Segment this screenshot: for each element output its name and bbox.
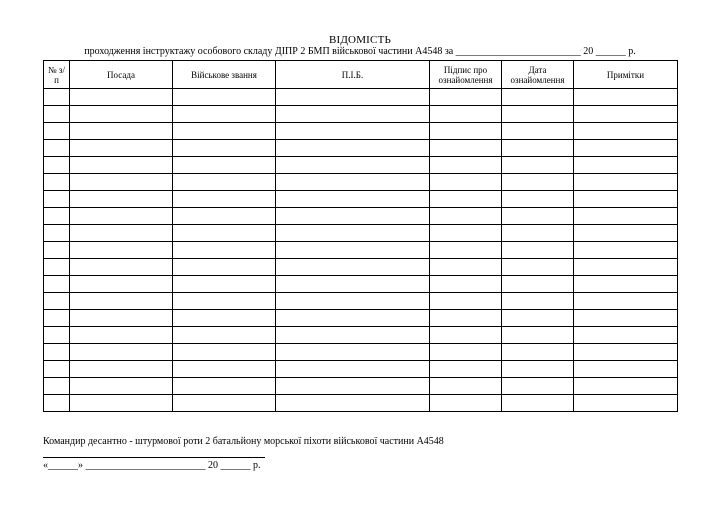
- signature-date-line: «______» ________________________ 20 ______ р.: [43, 460, 261, 471]
- table-row: [44, 310, 678, 327]
- table-cell[interactable]: [70, 327, 173, 344]
- table-cell[interactable]: [502, 157, 574, 174]
- document-subtitle: проходження інструктажу особового складу ДІПР 2 БМП військової частини А4548 за _________________________ 20 ______ р.: [84, 46, 636, 57]
- table-row: [44, 344, 678, 361]
- table-header-row: [44, 61, 678, 89]
- table-cell[interactable]: [502, 242, 574, 259]
- table-row: [44, 174, 678, 191]
- table-cell[interactable]: [574, 208, 678, 225]
- table-cell[interactable]: [276, 89, 430, 106]
- table-cell[interactable]: [173, 276, 276, 293]
- table-row: [44, 123, 678, 140]
- table-cell[interactable]: [276, 276, 430, 293]
- table-cell[interactable]: [502, 208, 574, 225]
- table-cell[interactable]: [430, 106, 502, 123]
- table-cell[interactable]: [44, 276, 70, 293]
- table-cell[interactable]: [502, 106, 574, 123]
- table-cell[interactable]: [430, 293, 502, 310]
- col-header-notes: Примітки: [574, 61, 678, 89]
- table-cell[interactable]: [430, 361, 502, 378]
- table-cell[interactable]: [173, 361, 276, 378]
- signature-line: [43, 457, 265, 458]
- table-cell[interactable]: [574, 327, 678, 344]
- table-cell[interactable]: [70, 310, 173, 327]
- table-cell[interactable]: [276, 293, 430, 310]
- table-cell[interactable]: [502, 344, 574, 361]
- table-cell[interactable]: [173, 89, 276, 106]
- table-cell[interactable]: [173, 242, 276, 259]
- table-cell[interactable]: [430, 123, 502, 140]
- table-cell[interactable]: [70, 293, 173, 310]
- table-cell[interactable]: [44, 242, 70, 259]
- table-cell[interactable]: [430, 259, 502, 276]
- table-cell[interactable]: [430, 378, 502, 395]
- table-cell[interactable]: [276, 174, 430, 191]
- table-cell[interactable]: [430, 225, 502, 242]
- table-cell[interactable]: [430, 276, 502, 293]
- table-cell[interactable]: [173, 140, 276, 157]
- table-row: [44, 140, 678, 157]
- table-cell[interactable]: [276, 140, 430, 157]
- table-cell[interactable]: [44, 344, 70, 361]
- table-cell[interactable]: [276, 191, 430, 208]
- table-cell[interactable]: [502, 327, 574, 344]
- col-header-rank: Військове звання: [173, 61, 276, 89]
- table-cell[interactable]: [276, 310, 430, 327]
- table-cell[interactable]: [173, 259, 276, 276]
- col-header-date: Дата ознайомлення: [502, 61, 574, 89]
- table-cell[interactable]: [276, 361, 430, 378]
- table-cell[interactable]: [430, 208, 502, 225]
- table-cell[interactable]: [574, 293, 678, 310]
- table-cell[interactable]: [70, 259, 173, 276]
- table-cell[interactable]: [70, 378, 173, 395]
- table-cell[interactable]: [70, 89, 173, 106]
- table-cell[interactable]: [44, 225, 70, 242]
- table-cell[interactable]: [44, 123, 70, 140]
- table-cell[interactable]: [430, 344, 502, 361]
- table-row: [44, 191, 678, 208]
- table-row: [44, 225, 678, 242]
- table-cell[interactable]: [574, 310, 678, 327]
- table-row: [44, 89, 678, 106]
- col-header-full-name: П.І.Б.: [276, 61, 430, 89]
- col-header-position: Посада: [70, 61, 173, 89]
- table-cell[interactable]: [70, 191, 173, 208]
- table-cell[interactable]: [430, 327, 502, 344]
- table-cell[interactable]: [502, 89, 574, 106]
- table-cell[interactable]: [70, 344, 173, 361]
- table-row: [44, 208, 678, 225]
- table-row: [44, 259, 678, 276]
- table-cell[interactable]: [574, 225, 678, 242]
- table-cell[interactable]: [502, 276, 574, 293]
- document-title: ВІДОМІСТЬ: [328, 34, 392, 46]
- table-cell[interactable]: [173, 174, 276, 191]
- table-cell[interactable]: [430, 174, 502, 191]
- table-cell[interactable]: [430, 140, 502, 157]
- table-cell[interactable]: [574, 395, 678, 412]
- table-cell[interactable]: [70, 174, 173, 191]
- table-cell[interactable]: [502, 259, 574, 276]
- table-cell[interactable]: [44, 191, 70, 208]
- table-cell[interactable]: [173, 123, 276, 140]
- table-cell[interactable]: [70, 123, 173, 140]
- table-cell[interactable]: [173, 344, 276, 361]
- table-cell[interactable]: [430, 242, 502, 259]
- table-cell[interactable]: [276, 259, 430, 276]
- table-cell[interactable]: [70, 276, 173, 293]
- table-cell[interactable]: [502, 310, 574, 327]
- table-cell[interactable]: [70, 157, 173, 174]
- table-row: [44, 395, 678, 412]
- table-cell[interactable]: [70, 242, 173, 259]
- table-cell[interactable]: [502, 395, 574, 412]
- table-cell[interactable]: [276, 225, 430, 242]
- table-cell[interactable]: [173, 208, 276, 225]
- table-cell[interactable]: [574, 242, 678, 259]
- table-cell[interactable]: [44, 293, 70, 310]
- table-cell[interactable]: [574, 157, 678, 174]
- table-cell[interactable]: [44, 157, 70, 174]
- table-cell[interactable]: [173, 327, 276, 344]
- table-cell[interactable]: [276, 344, 430, 361]
- table-cell[interactable]: [276, 327, 430, 344]
- table-cell[interactable]: [173, 293, 276, 310]
- table-cell[interactable]: [502, 361, 574, 378]
- table-cell[interactable]: [44, 327, 70, 344]
- table-body: [44, 89, 678, 412]
- commander-signature-label: Командир десантно - штурмової роти 2 батальйону морської піхоти військової частини А4548: [43, 436, 444, 447]
- col-header-signature: Підпис про ознайомлення: [430, 61, 502, 89]
- table-cell[interactable]: [44, 259, 70, 276]
- table-cell[interactable]: [173, 395, 276, 412]
- table-cell[interactable]: [574, 89, 678, 106]
- table-cell[interactable]: [574, 106, 678, 123]
- table-cell[interactable]: [70, 140, 173, 157]
- table-cell[interactable]: [173, 191, 276, 208]
- table-cell[interactable]: [430, 395, 502, 412]
- table-row: [44, 361, 678, 378]
- table-cell[interactable]: [276, 106, 430, 123]
- table-row: [44, 276, 678, 293]
- table-cell[interactable]: [44, 395, 70, 412]
- table-cell[interactable]: [502, 225, 574, 242]
- table-cell[interactable]: [430, 310, 502, 327]
- table-cell[interactable]: [70, 361, 173, 378]
- table-cell[interactable]: [70, 106, 173, 123]
- table-cell[interactable]: [430, 157, 502, 174]
- table-cell[interactable]: [502, 174, 574, 191]
- table-cell[interactable]: [276, 123, 430, 140]
- col-header-number: № з/п: [44, 61, 70, 89]
- table-cell[interactable]: [44, 89, 70, 106]
- table-cell[interactable]: [574, 361, 678, 378]
- table-cell[interactable]: [574, 174, 678, 191]
- table-cell[interactable]: [44, 174, 70, 191]
- table-cell[interactable]: [44, 361, 70, 378]
- table-cell[interactable]: [574, 191, 678, 208]
- table-cell[interactable]: [574, 276, 678, 293]
- table-cell[interactable]: [574, 344, 678, 361]
- table-cell[interactable]: [276, 378, 430, 395]
- table-cell[interactable]: [70, 208, 173, 225]
- table-cell[interactable]: [173, 157, 276, 174]
- table-cell[interactable]: [44, 310, 70, 327]
- briefing-table: [43, 60, 678, 412]
- table-cell[interactable]: [70, 395, 173, 412]
- table-cell[interactable]: [44, 140, 70, 157]
- table-cell[interactable]: [70, 225, 173, 242]
- table-cell[interactable]: [44, 378, 70, 395]
- table-cell[interactable]: [44, 208, 70, 225]
- table-row: [44, 293, 678, 310]
- table-cell[interactable]: [574, 123, 678, 140]
- table-row: [44, 157, 678, 174]
- table-row: [44, 106, 678, 123]
- table-cell[interactable]: [430, 191, 502, 208]
- table-row: [44, 378, 678, 395]
- table-cell[interactable]: [173, 310, 276, 327]
- table-row: [44, 242, 678, 259]
- table-cell[interactable]: [276, 242, 430, 259]
- table-cell[interactable]: [173, 106, 276, 123]
- table-cell[interactable]: [574, 259, 678, 276]
- table-cell[interactable]: [502, 123, 574, 140]
- table-cell[interactable]: [574, 140, 678, 157]
- table-cell[interactable]: [502, 293, 574, 310]
- table-cell[interactable]: [276, 157, 430, 174]
- table-cell[interactable]: [502, 140, 574, 157]
- table-cell[interactable]: [430, 89, 502, 106]
- table-cell[interactable]: [276, 208, 430, 225]
- table-cell[interactable]: [574, 378, 678, 395]
- table-cell[interactable]: [502, 191, 574, 208]
- table-row: [44, 327, 678, 344]
- table-cell[interactable]: [276, 395, 430, 412]
- table-cell[interactable]: [44, 106, 70, 123]
- table-cell[interactable]: [173, 225, 276, 242]
- table-cell[interactable]: [502, 378, 574, 395]
- table-cell[interactable]: [173, 378, 276, 395]
